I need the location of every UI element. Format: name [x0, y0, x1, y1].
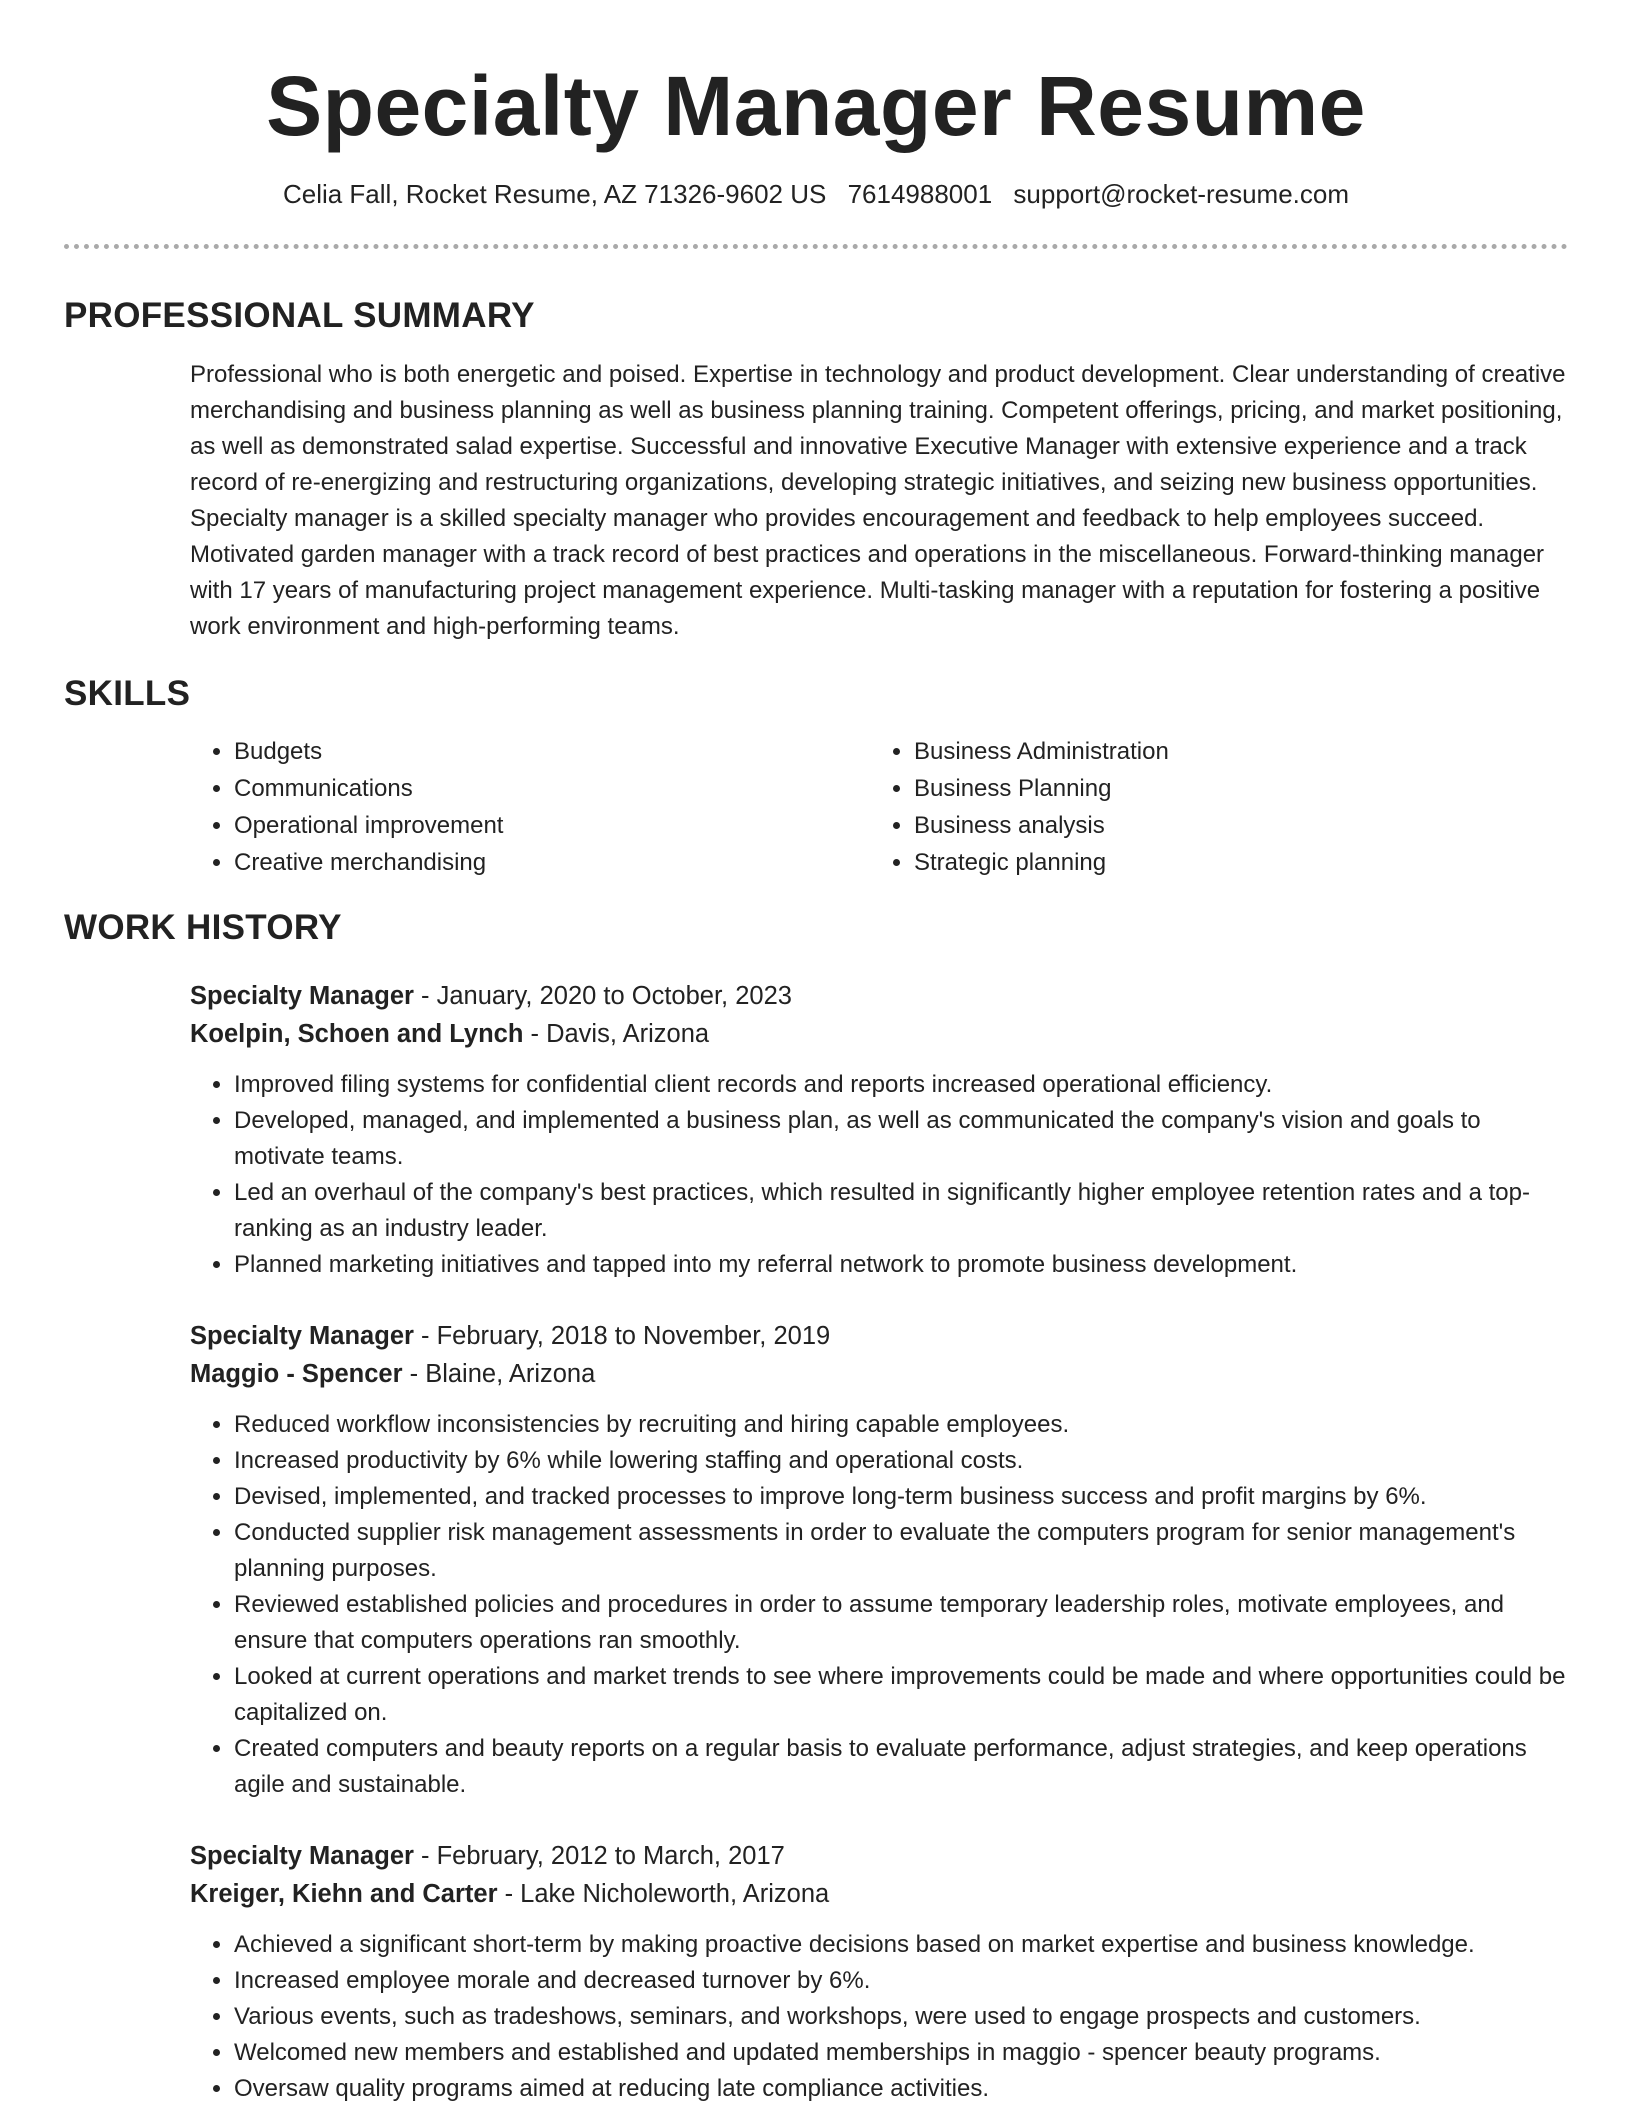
- job-title-line: [190, 977, 1568, 1015]
- job-title: Specialty Manager: [190, 1842, 414, 1870]
- job-dates: - February, 2018 to November, 2019: [413, 1322, 831, 1350]
- job-dates: - February, 2012 to March, 2017: [413, 1842, 785, 1870]
- job-bullet: • Achieved a significant short-term by making proactive decisions based on market expertise and business knowledge.: [234, 1927, 1568, 1963]
- skills-column-2: [870, 733, 1169, 881]
- skill-item: • Business analysis: [914, 807, 1169, 844]
- job-company: Maggio - Spencer: [190, 1360, 403, 1388]
- work-history-heading: WORK HISTORY: [64, 908, 342, 947]
- skill-item: • Communications: [234, 770, 870, 807]
- job-bullet: • Looked at current operations and market trends to see where improvements could be made and where opportunities could be capitalized on.: [234, 1659, 1568, 1731]
- summary-text: Professional who is both energetic and poised. Expertise in technology and product development. Clear understanding of creative merchandising and business planning as well as business planning training. Competent offerings, pricing, and market positioning, as well as demonstrated salad expertise. Successful and innovative Executive Manager with extensive experience and a track record of re-energizing and restructuring organizations, developing strategic initiatives, and seizing new business opportunities. Specialty manager is a skilled specialty manager who provides encouragement and feedback to help employees succeed. Motivated garden manager with a track record of best practices and operations in the miscellaneous. Forward-thinking manager with 17 years of manufacturing project management experience. Multi-tasking manager with a reputation for fostering a positive work environment and high-performing teams.: [190, 361, 1566, 640]
- job-bullets: [190, 1407, 1568, 1803]
- job-bullets: [190, 1927, 1568, 2107]
- job-company-line: [190, 1355, 1568, 1393]
- job-title-line: [190, 1317, 1568, 1355]
- contact-address: Celia Fall, Rocket Resume, AZ 71326-9602 US: [282, 179, 827, 209]
- skill-item: • Operational improvement: [234, 807, 870, 844]
- contact-email: support@rocket-resume.com: [1013, 179, 1350, 209]
- skill-item: • Business Administration: [914, 733, 1169, 770]
- job-company-line: [190, 1875, 1568, 1913]
- job-company: Kreiger, Kiehn and Carter: [190, 1880, 498, 1908]
- contact-line: [64, 178, 1568, 210]
- skills-column-1: [190, 733, 870, 881]
- job-entry: [190, 1837, 1568, 2107]
- page-title: Specialty Manager Resume: [266, 59, 1366, 153]
- job-bullet: • Various events, such as tradeshows, seminars, and workshops, were used to engage prospects and customers.: [234, 1999, 1568, 2035]
- skills-heading: SKILLS: [64, 674, 191, 713]
- job-bullet: • Created computers and beauty reports on a regular basis to evaluate performance, adjust strategies, and keep operations agile and sustainable.: [234, 1731, 1568, 1803]
- job-bullet: • Planned marketing initiatives and tapped into my referral network to promote business development.: [234, 1247, 1568, 1283]
- skills-list: [190, 733, 1568, 881]
- job-title: Specialty Manager: [190, 982, 414, 1010]
- job-bullet: • Reviewed established policies and procedures in order to assume temporary leadership roles, motivate employees, and ensure that computers operations ran smoothly.: [234, 1587, 1568, 1659]
- job-bullet: • Welcomed new members and established and updated memberships in maggio - spencer beauty programs.: [234, 2035, 1568, 2071]
- job-entry: [190, 977, 1568, 1283]
- job-dates: - January, 2020 to October, 2023: [413, 982, 792, 1010]
- job-bullet: • Devised, implemented, and tracked processes to improve long-term business success and profit margins by 6%.: [234, 1479, 1568, 1515]
- job-title: Specialty Manager: [190, 1322, 414, 1350]
- job-company: Koelpin, Schoen and Lynch: [190, 1020, 524, 1048]
- job-bullet: • Increased employee morale and decreased turnover by 6%.: [234, 1963, 1568, 1999]
- skill-item: • Creative merchandising: [234, 844, 870, 881]
- job-company-line: [190, 1015, 1568, 1053]
- header-divider: [64, 244, 1568, 249]
- summary-heading: PROFESSIONAL SUMMARY: [64, 296, 535, 335]
- job-location: - Davis, Arizona: [523, 1020, 710, 1048]
- job-bullets: [190, 1067, 1568, 1283]
- job-bullet: • Increased productivity by 6% while lowering staffing and operational costs.: [234, 1443, 1568, 1479]
- job-bullet: • Conducted supplier risk management assessments in order to evaluate the computers program for senior management's planning purposes.: [234, 1515, 1568, 1587]
- skill-item: • Business Planning: [914, 770, 1169, 807]
- resume-page: [64, 0, 1568, 2107]
- skill-item: • Strategic planning: [914, 844, 1169, 881]
- job-entry: [190, 1317, 1568, 1803]
- contact-phone: 7614988001: [847, 179, 993, 209]
- job-bullet: • Oversaw quality programs aimed at reducing late compliance activities.: [234, 2071, 1568, 2107]
- skill-item: • Budgets: [234, 733, 870, 770]
- job-location: - Lake Nicholeworth, Arizona: [497, 1880, 830, 1908]
- job-bullet: • Led an overhaul of the company's best practices, which resulted in significantly higher employee retention rates and a top-ranking as an industry leader.: [234, 1175, 1568, 1247]
- job-location: - Blaine, Arizona: [402, 1360, 596, 1388]
- job-bullet: • Reduced workflow inconsistencies by recruiting and hiring capable employees.: [234, 1407, 1568, 1443]
- job-bullet: • Improved filing systems for confidential client records and reports increased operational efficiency.: [234, 1067, 1568, 1103]
- job-title-line: [190, 1837, 1568, 1875]
- job-bullet: • Developed, managed, and implemented a business plan, as well as communicated the company's vision and goals to motivate teams.: [234, 1103, 1568, 1175]
